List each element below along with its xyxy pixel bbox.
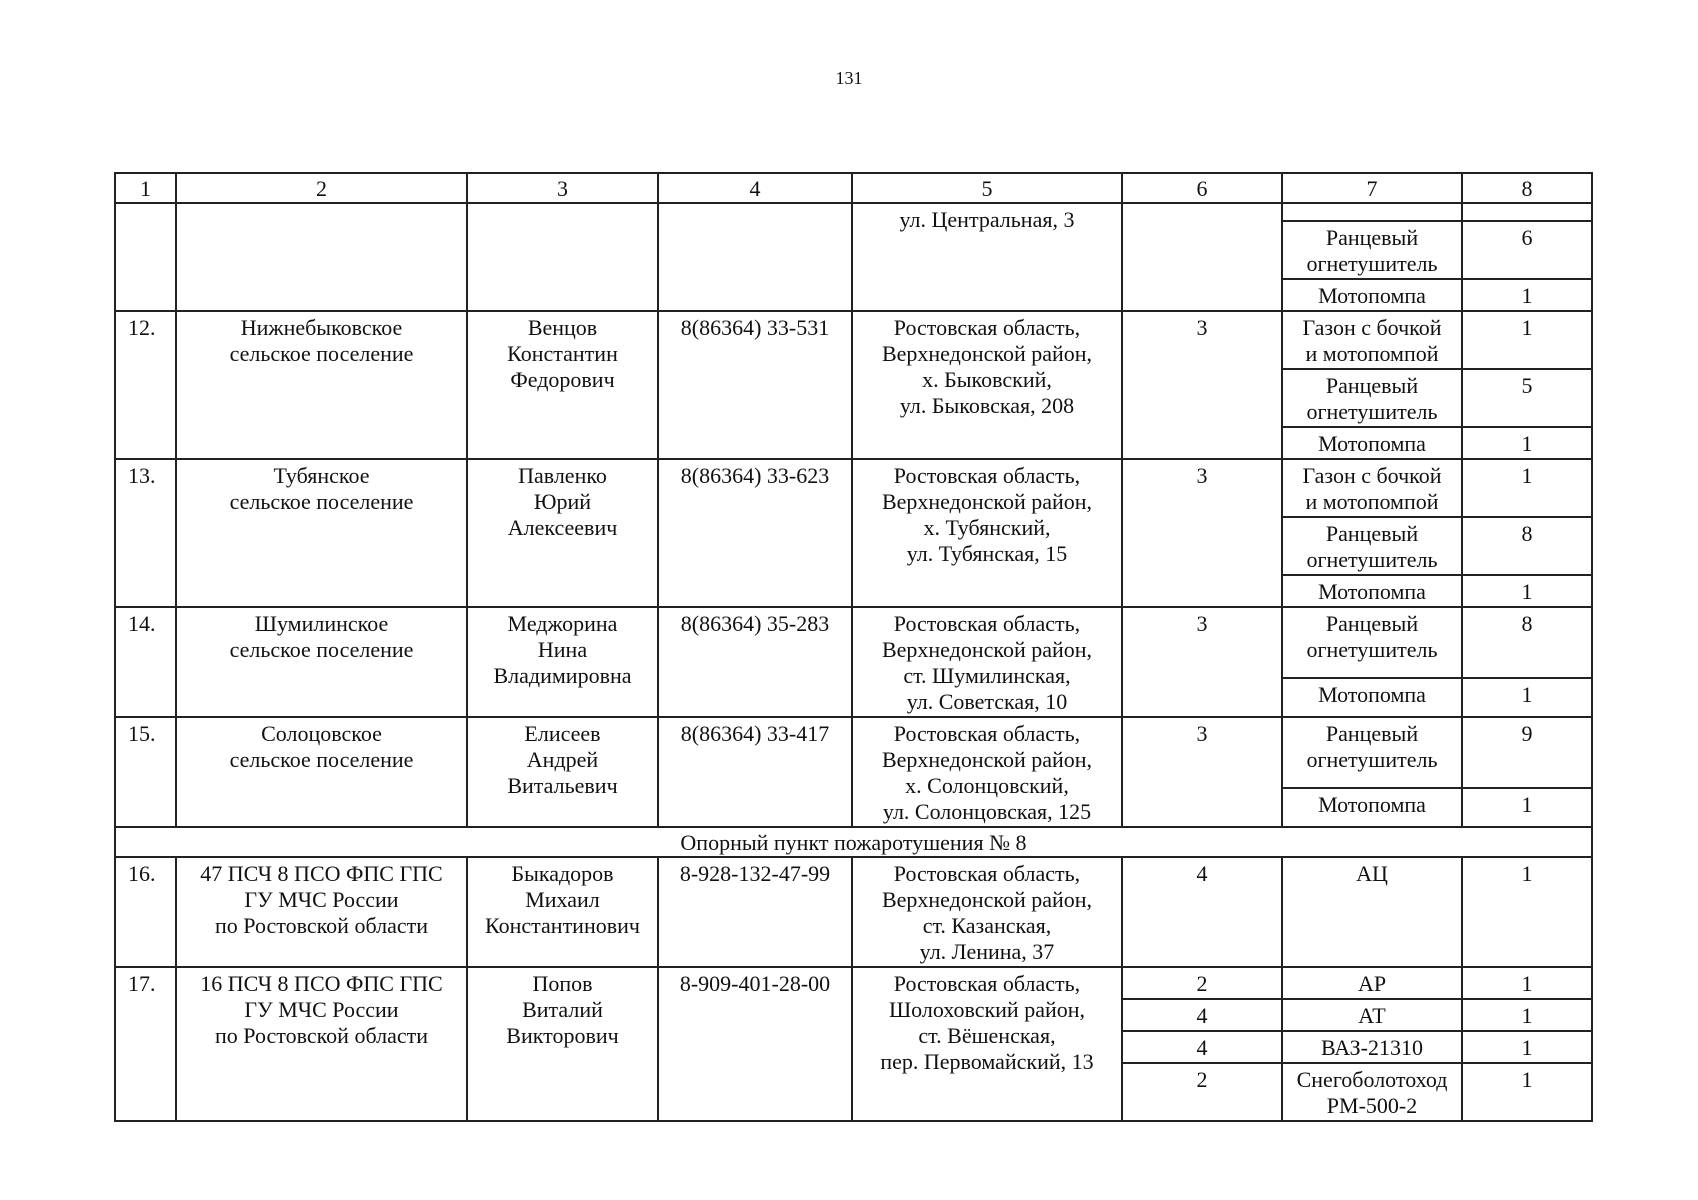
quantity-cell: 1 [1462, 575, 1592, 607]
row-number: 16. [115, 857, 176, 967]
resources-table [114, 172, 1593, 1122]
col6-cell: 3 [1122, 717, 1282, 827]
quantity-cell: 5 [1462, 369, 1592, 427]
phone-cell: 8(86364) 33-531 [658, 311, 852, 459]
table-row [115, 311, 1592, 369]
address-cell: Ростовская область, Верхнедонской район, х. Тубянский, ул. Тубянская, 15 [852, 459, 1122, 607]
column-header: 7 [1282, 173, 1462, 203]
equipment-cell: ВАЗ-21310 [1282, 1031, 1462, 1063]
quantity-cell: 1 [1462, 1031, 1592, 1063]
person-cell: Венцов Константин Федорович [467, 311, 658, 459]
col6-cell [1122, 203, 1282, 311]
organization-cell: Нижнебыковское сельское поселение [176, 311, 467, 459]
quantity-cell: 1 [1462, 459, 1592, 517]
address-cell: ул. Центральная, 3 [852, 203, 1122, 311]
column-header: 8 [1462, 173, 1592, 203]
col6-cell: 4 [1122, 1031, 1282, 1063]
equipment-cell: АР [1282, 967, 1462, 999]
table-row [115, 857, 1592, 967]
column-header: 1 [115, 173, 176, 203]
organization-cell: Тубянское сельское поселение [176, 459, 467, 607]
table-row [115, 967, 1592, 999]
address-cell: Ростовская область, Верхнедонской район, х. Быковский, ул. Быковская, 208 [852, 311, 1122, 459]
equipment-cell: Газон с бочкой и мотопомпой [1282, 459, 1462, 517]
col6-cell: 2 [1122, 967, 1282, 999]
phone-cell: 8-909-401-28-00 [658, 967, 852, 1121]
phone-cell: 8-928-132-47-99 [658, 857, 852, 967]
phone-cell: 8(86364) 35-283 [658, 607, 852, 717]
table-row [115, 203, 1592, 221]
col6-cell: 3 [1122, 607, 1282, 717]
table-row [115, 459, 1592, 517]
equipment-cell: Ранцевый огнетушитель [1282, 221, 1462, 279]
quantity-cell: 8 [1462, 607, 1592, 678]
section-row [115, 827, 1592, 857]
phone-cell: 8(86364) 33-417 [658, 717, 852, 827]
col6-cell: 3 [1122, 311, 1282, 459]
column-header: 6 [1122, 173, 1282, 203]
address-cell: Ростовская область, Верхнедонской район, ст. Шумилинская, ул. Советская, 10 [852, 607, 1122, 717]
address-cell: Ростовская область, Верхнедонской район, ст. Казанская, ул. Ленина, 37 [852, 857, 1122, 967]
column-header: 2 [176, 173, 467, 203]
quantity-cell: 1 [1462, 427, 1592, 459]
equipment-cell: АТ [1282, 999, 1462, 1031]
quantity-cell: 8 [1462, 517, 1592, 575]
quantity-cell: 1 [1462, 788, 1592, 827]
equipment-cell: Газон с бочкой и мотопомпой [1282, 311, 1462, 369]
quantity-cell: 1 [1462, 857, 1592, 967]
quantity-cell: 1 [1462, 1063, 1592, 1121]
row-number: 17. [115, 967, 176, 1121]
equipment-cell: Ранцевый огнетушитель [1282, 517, 1462, 575]
equipment-cell [1282, 203, 1462, 221]
address-cell: Ростовская область, Шолоховский район, ст. Вёшенская, пер. Первомайский, 13 [852, 967, 1122, 1121]
header-row [115, 173, 1592, 203]
person-cell: Попов Виталий Викторович [467, 967, 658, 1121]
column-header: 5 [852, 173, 1122, 203]
person-cell: Меджорина Нина Владимировна [467, 607, 658, 717]
equipment-cell: Ранцевый огнетушитель [1282, 607, 1462, 678]
quantity-cell: 9 [1462, 717, 1592, 788]
page-number: 131 [835, 68, 863, 88]
equipment-cell: Ранцевый огнетушитель [1282, 369, 1462, 427]
equipment-cell: Ранцевый огнетушитель [1282, 717, 1462, 788]
column-header: 3 [467, 173, 658, 203]
col6-cell: 2 [1122, 1063, 1282, 1121]
row-number: 12. [115, 311, 176, 459]
column-header: 4 [658, 173, 852, 203]
organization-cell: 16 ПСЧ 8 ПСО ФПС ГПС ГУ МЧС России по Ростовской области [176, 967, 467, 1121]
quantity-cell: 1 [1462, 678, 1592, 717]
phone-cell [658, 203, 852, 311]
row-number [115, 203, 176, 311]
organization-cell: Шумилинское сельское поселение [176, 607, 467, 717]
col6-cell: 3 [1122, 459, 1282, 607]
table-row [115, 717, 1592, 788]
equipment-cell: АЦ [1282, 857, 1462, 967]
quantity-cell [1462, 203, 1592, 221]
equipment-cell: Мотопомпа [1282, 678, 1462, 717]
quantity-cell: 6 [1462, 221, 1592, 279]
col6-cell: 4 [1122, 857, 1282, 967]
equipment-cell: Мотопомпа [1282, 575, 1462, 607]
phone-cell: 8(86364) 33-623 [658, 459, 852, 607]
person-cell [467, 203, 658, 311]
equipment-cell: Мотопомпа [1282, 788, 1462, 827]
organization-cell: 47 ПСЧ 8 ПСО ФПС ГПС ГУ МЧС России по Ростовской области [176, 857, 467, 967]
row-number: 15. [115, 717, 176, 827]
person-cell: Елисеев Андрей Витальевич [467, 717, 658, 827]
row-number: 14. [115, 607, 176, 717]
quantity-cell: 1 [1462, 967, 1592, 999]
quantity-cell: 1 [1462, 999, 1592, 1031]
col6-cell: 4 [1122, 999, 1282, 1031]
quantity-cell: 1 [1462, 279, 1592, 311]
person-cell: Павленко Юрий Алексеевич [467, 459, 658, 607]
organization-cell: Солоцовское сельское поселение [176, 717, 467, 827]
equipment-cell: Мотопомпа [1282, 279, 1462, 311]
section-title: Опорный пункт пожаротушения № 8 [115, 827, 1592, 857]
person-cell: Быкадоров Михаил Константинович [467, 857, 658, 967]
equipment-cell: Мотопомпа [1282, 427, 1462, 459]
equipment-cell: Снегоболотоход РМ-500-2 [1282, 1063, 1462, 1121]
row-number: 13. [115, 459, 176, 607]
organization-cell [176, 203, 467, 311]
address-cell: Ростовская область, Верхнедонской район, х. Солонцовский, ул. Солонцовская, 125 [852, 717, 1122, 827]
quantity-cell: 1 [1462, 311, 1592, 369]
table-row [115, 607, 1592, 678]
